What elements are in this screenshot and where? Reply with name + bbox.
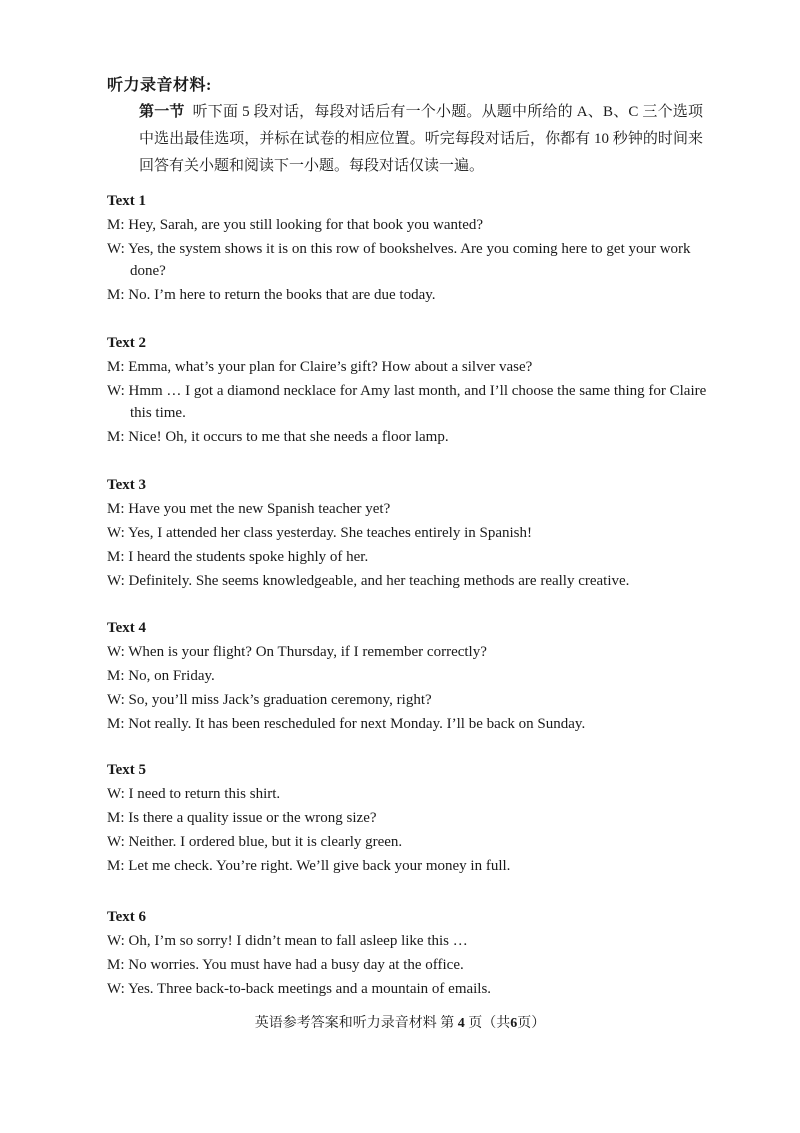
dialogue-line: W: Oh, I’m so sorry! I didn’t mean to fall asleep like this … <box>107 933 468 949</box>
footer-suffix: 页） <box>517 1016 546 1031</box>
dialogue-line: M: Have you met the new Spanish teacher yet? <box>107 501 391 517</box>
dialogue-text-5 <box>107 759 707 879</box>
dialogue-text-1 <box>107 190 707 308</box>
page-heading: 听力录音材料: <box>107 77 212 94</box>
dialogue-line: M: Emma, what’s your plan for Claire’s gift? How about a silver vase? <box>107 359 533 375</box>
dialogue-line: M: No. I’m here to return the books that are due today. <box>107 287 436 303</box>
footer-page-number: 4 <box>457 1016 465 1031</box>
dialogue-line: M: Let me check. You’re right. We’ll give back your money in full. <box>107 858 511 874</box>
dialogue-title: Text 6 <box>107 909 147 925</box>
intro-text: 听下面 5 段对话，每段对话后有一个小题。从题中所给的 A、B、C 三个选项中选出最佳选项，并标在试卷的相应位置。听完每段对话后，你都有 10 秒钟的时间来回答有关小题和阅读下一小题。每段对话仅读一遍。 <box>139 104 703 174</box>
dialogue-title: Text 1 <box>107 193 147 209</box>
dialogue-title: Text 3 <box>107 477 147 493</box>
page-footer <box>0 1012 800 1032</box>
dialogue-line: W: Yes. Three back-to-back meetings and a mountain of emails. <box>107 981 492 997</box>
dialogue-title: Text 2 <box>107 335 147 351</box>
dialogue-text-2 <box>107 332 707 450</box>
dialogue-line: W: I need to return this shirt. <box>107 786 281 802</box>
footer-middle: 页（共 <box>468 1016 511 1031</box>
dialogue-title: Text 5 <box>107 762 147 778</box>
dialogue-line: M: I heard the students spoke highly of her. <box>107 549 369 565</box>
dialogue-line: M: Hey, Sarah, are you still looking for that book you wanted? <box>107 217 484 233</box>
dialogue-text-3 <box>107 474 707 594</box>
dialogue-line: W: Yes, the system shows it is on this row of bookshelves. Are you coming here to get your work done? <box>107 241 691 279</box>
dialogue-line: W: Definitely. She seems knowledgeable, and her teaching methods are really creative. <box>107 573 630 589</box>
dialogue-line: M: Is there a quality issue or the wrong size? <box>107 810 377 826</box>
dialogue-text-4 <box>107 617 707 737</box>
dialogue-text-6 <box>107 906 707 1002</box>
dialogue-title: Text 4 <box>107 620 147 636</box>
section-label: 第一节 <box>139 104 185 120</box>
footer-total-pages: 6 <box>510 1016 518 1031</box>
dialogue-line: M: Nice! Oh, it occurs to me that she needs a floor lamp. <box>107 429 449 445</box>
dialogue-line: W: Hmm … I got a diamond necklace for Amy last month, and I’ll choose the same thing for Claire this time. <box>107 383 707 421</box>
dialogue-line: M: Not really. It has been rescheduled for next Monday. I’ll be back on Sunday. <box>107 716 586 732</box>
intro-paragraph <box>107 99 703 180</box>
dialogue-line: W: So, you’ll miss Jack’s graduation ceremony, right? <box>107 692 432 708</box>
dialogue-line: W: When is your flight? On Thursday, if I remember correctly? <box>107 644 487 660</box>
dialogue-line: W: Yes, I attended her class yesterday. She teaches entirely in Spanish! <box>107 525 533 541</box>
footer-prefix: 英语参考答案和听力录音材料 第 <box>254 1016 455 1031</box>
dialogue-line: M: No, on Friday. <box>107 668 215 684</box>
dialogue-line: M: No worries. You must have had a busy day at the office. <box>107 957 464 973</box>
dialogue-line: W: Neither. I ordered blue, but it is clearly green. <box>107 834 403 850</box>
